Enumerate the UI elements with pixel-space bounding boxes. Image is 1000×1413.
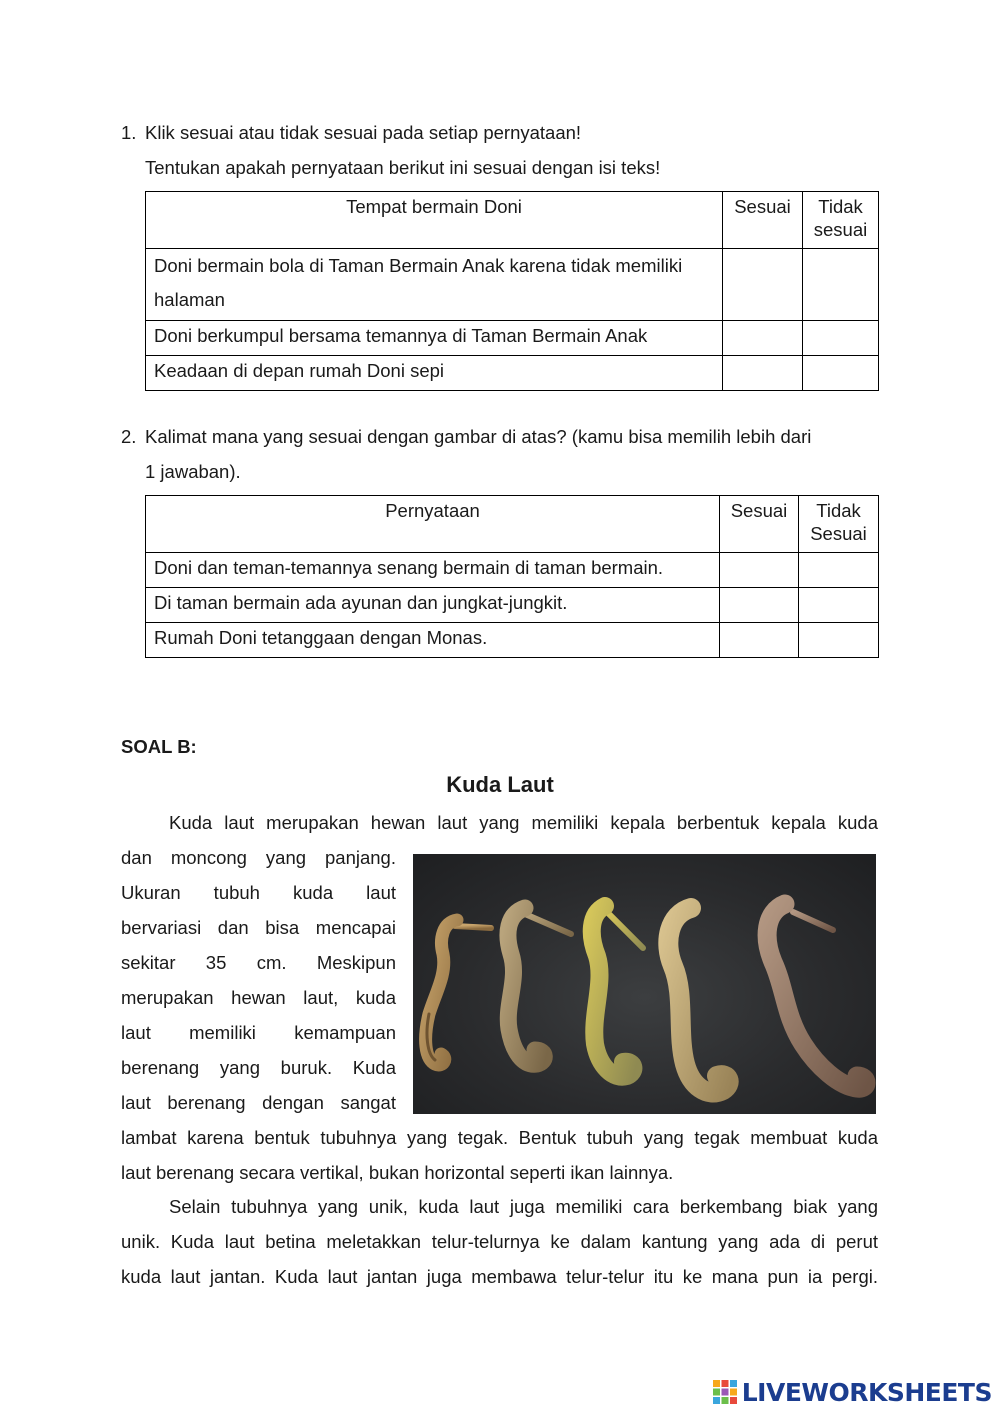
q1-sub-instruction: Tentukan apakah pernyataan berikut ini sesuai dengan isi teks! [145, 157, 661, 178]
q2-table [145, 495, 879, 658]
paragraph-1-wrap-line: laut memiliki kemampuan [121, 1022, 396, 1043]
seahorse-photo [413, 854, 876, 1114]
q1-row3-tidak-sesuai-cell[interactable] [803, 356, 879, 391]
q2-header-sesuai: Sesuai [720, 496, 799, 553]
q2-header-tidak-sesuai: Tidak Sesuai [799, 496, 879, 553]
table-row [146, 356, 879, 391]
q1-row1-sesuai-cell[interactable] [723, 249, 803, 321]
seahorse-illustration [413, 854, 876, 1114]
paragraph-1-wrap-line: dan moncong yang panjang. [121, 847, 396, 868]
table-row [146, 623, 879, 658]
q2-row3-sesuai-cell[interactable] [720, 623, 799, 658]
q2-row3-tidak-sesuai-cell[interactable] [799, 623, 879, 658]
q1-table [145, 191, 879, 391]
q1-header-sesuai: Sesuai [723, 192, 803, 249]
section-b-label: SOAL B: [121, 736, 197, 757]
paragraph-1-wrap-line: laut berenang dengan sangat [121, 1092, 396, 1113]
q2-row2-sesuai-cell[interactable] [720, 588, 799, 623]
q1-number: 1. [121, 122, 137, 143]
q1-row-statement: Keadaan di depan rumah Doni sepi [146, 356, 723, 391]
reading-title: Kuda Laut [446, 772, 554, 797]
liveworksheets-wordmark: LIVEWORKSHEETS [741, 1377, 992, 1407]
q1-table-header-row [146, 192, 879, 249]
table-row [146, 553, 879, 588]
q1-row3-sesuai-cell[interactable] [723, 356, 803, 391]
seahorse-1 [426, 920, 491, 1065]
q1-row2-sesuai-cell[interactable] [723, 321, 803, 356]
q1-header-tidak-sesuai: Tidak sesuai [803, 192, 879, 249]
table-row [146, 588, 879, 623]
paragraph-1-wrap-line: sekitar 35 cm. Meskipun [121, 952, 396, 973]
paragraph-2-line: unik. Kuda laut betina meletakkan telur-telurnya ke dalam kantung yang ada di perut [121, 1231, 878, 1252]
paragraph-1-wrap-line: berenang yang buruk. Kuda [121, 1057, 396, 1078]
seahorse-2 [508, 908, 571, 1064]
paragraph-2-line: Selain tubuhnya yang unik, kuda laut juga memiliki cara berkembang biak yang [169, 1196, 878, 1217]
seahorse-5 [767, 904, 866, 1088]
q2-instruction-line1: Kalimat mana yang sesuai dengan gambar di atas? (kamu bisa memilih lebih dari [145, 426, 812, 447]
paragraph-1-last-line: laut berenang secara vertikal, bukan horizontal seperti ikan lainnya. [121, 1162, 674, 1183]
liveworksheets-logo-icon [712, 1379, 738, 1405]
q2-row-statement: Doni dan teman-temannya senang bermain di taman bermain. [146, 553, 720, 588]
seahorse-4 [668, 908, 747, 1092]
q1-instruction: Klik sesuai atau tidak sesuai pada setiap pernyataan! [145, 122, 582, 143]
q2-row1-sesuai-cell[interactable] [720, 553, 799, 588]
paragraph-1-wrap-line: Ukuran tubuh kuda laut [121, 882, 396, 903]
paragraph-1-wrap-line: merupakan hewan laut, kuda [121, 987, 396, 1008]
table-row [146, 321, 879, 356]
q2-row1-tidak-sesuai-cell[interactable] [799, 553, 879, 588]
paragraph-1-line: lambat karena bentuk tubuhnya yang tegak. Bentuk tubuh yang tegak membuat kuda [121, 1127, 878, 1148]
q1-row1-tidak-sesuai-cell[interactable] [803, 249, 879, 321]
liveworksheets-brand [712, 1377, 992, 1407]
q2-table-header-row [146, 496, 879, 553]
q1-row-statement: Doni bermain bola di Taman Bermain Anak karena tidak memiliki halaman [146, 249, 723, 321]
paragraph-1-wrap-line: bervariasi dan bisa mencapai [121, 917, 396, 938]
seahorse-3 [592, 906, 643, 1077]
q2-number: 2. [121, 426, 137, 447]
paragraph-1-first-line: Kuda laut merupakan hewan laut yang memiliki kepala berbentuk kepala kuda [169, 812, 878, 833]
q2-row2-tidak-sesuai-cell[interactable] [799, 588, 879, 623]
q1-row2-tidak-sesuai-cell[interactable] [803, 321, 879, 356]
q2-row-statement: Rumah Doni tetanggaan dengan Monas. [146, 623, 720, 658]
paragraph-2-line: kuda laut jantan. Kuda laut jantan juga membawa telur-telur itu ke mana pun ia pergi. [121, 1266, 878, 1287]
q2-instruction-line2: 1 jawaban). [145, 461, 241, 482]
q1-row-statement: Doni berkumpul bersama temannya di Taman Bermain Anak [146, 321, 723, 356]
q2-header-statement: Pernyataan [146, 496, 720, 553]
table-row [146, 249, 879, 321]
q2-row-statement: Di taman bermain ada ayunan dan jungkat-jungkit. [146, 588, 720, 623]
q1-header-statement: Tempat bermain Doni [146, 192, 723, 249]
